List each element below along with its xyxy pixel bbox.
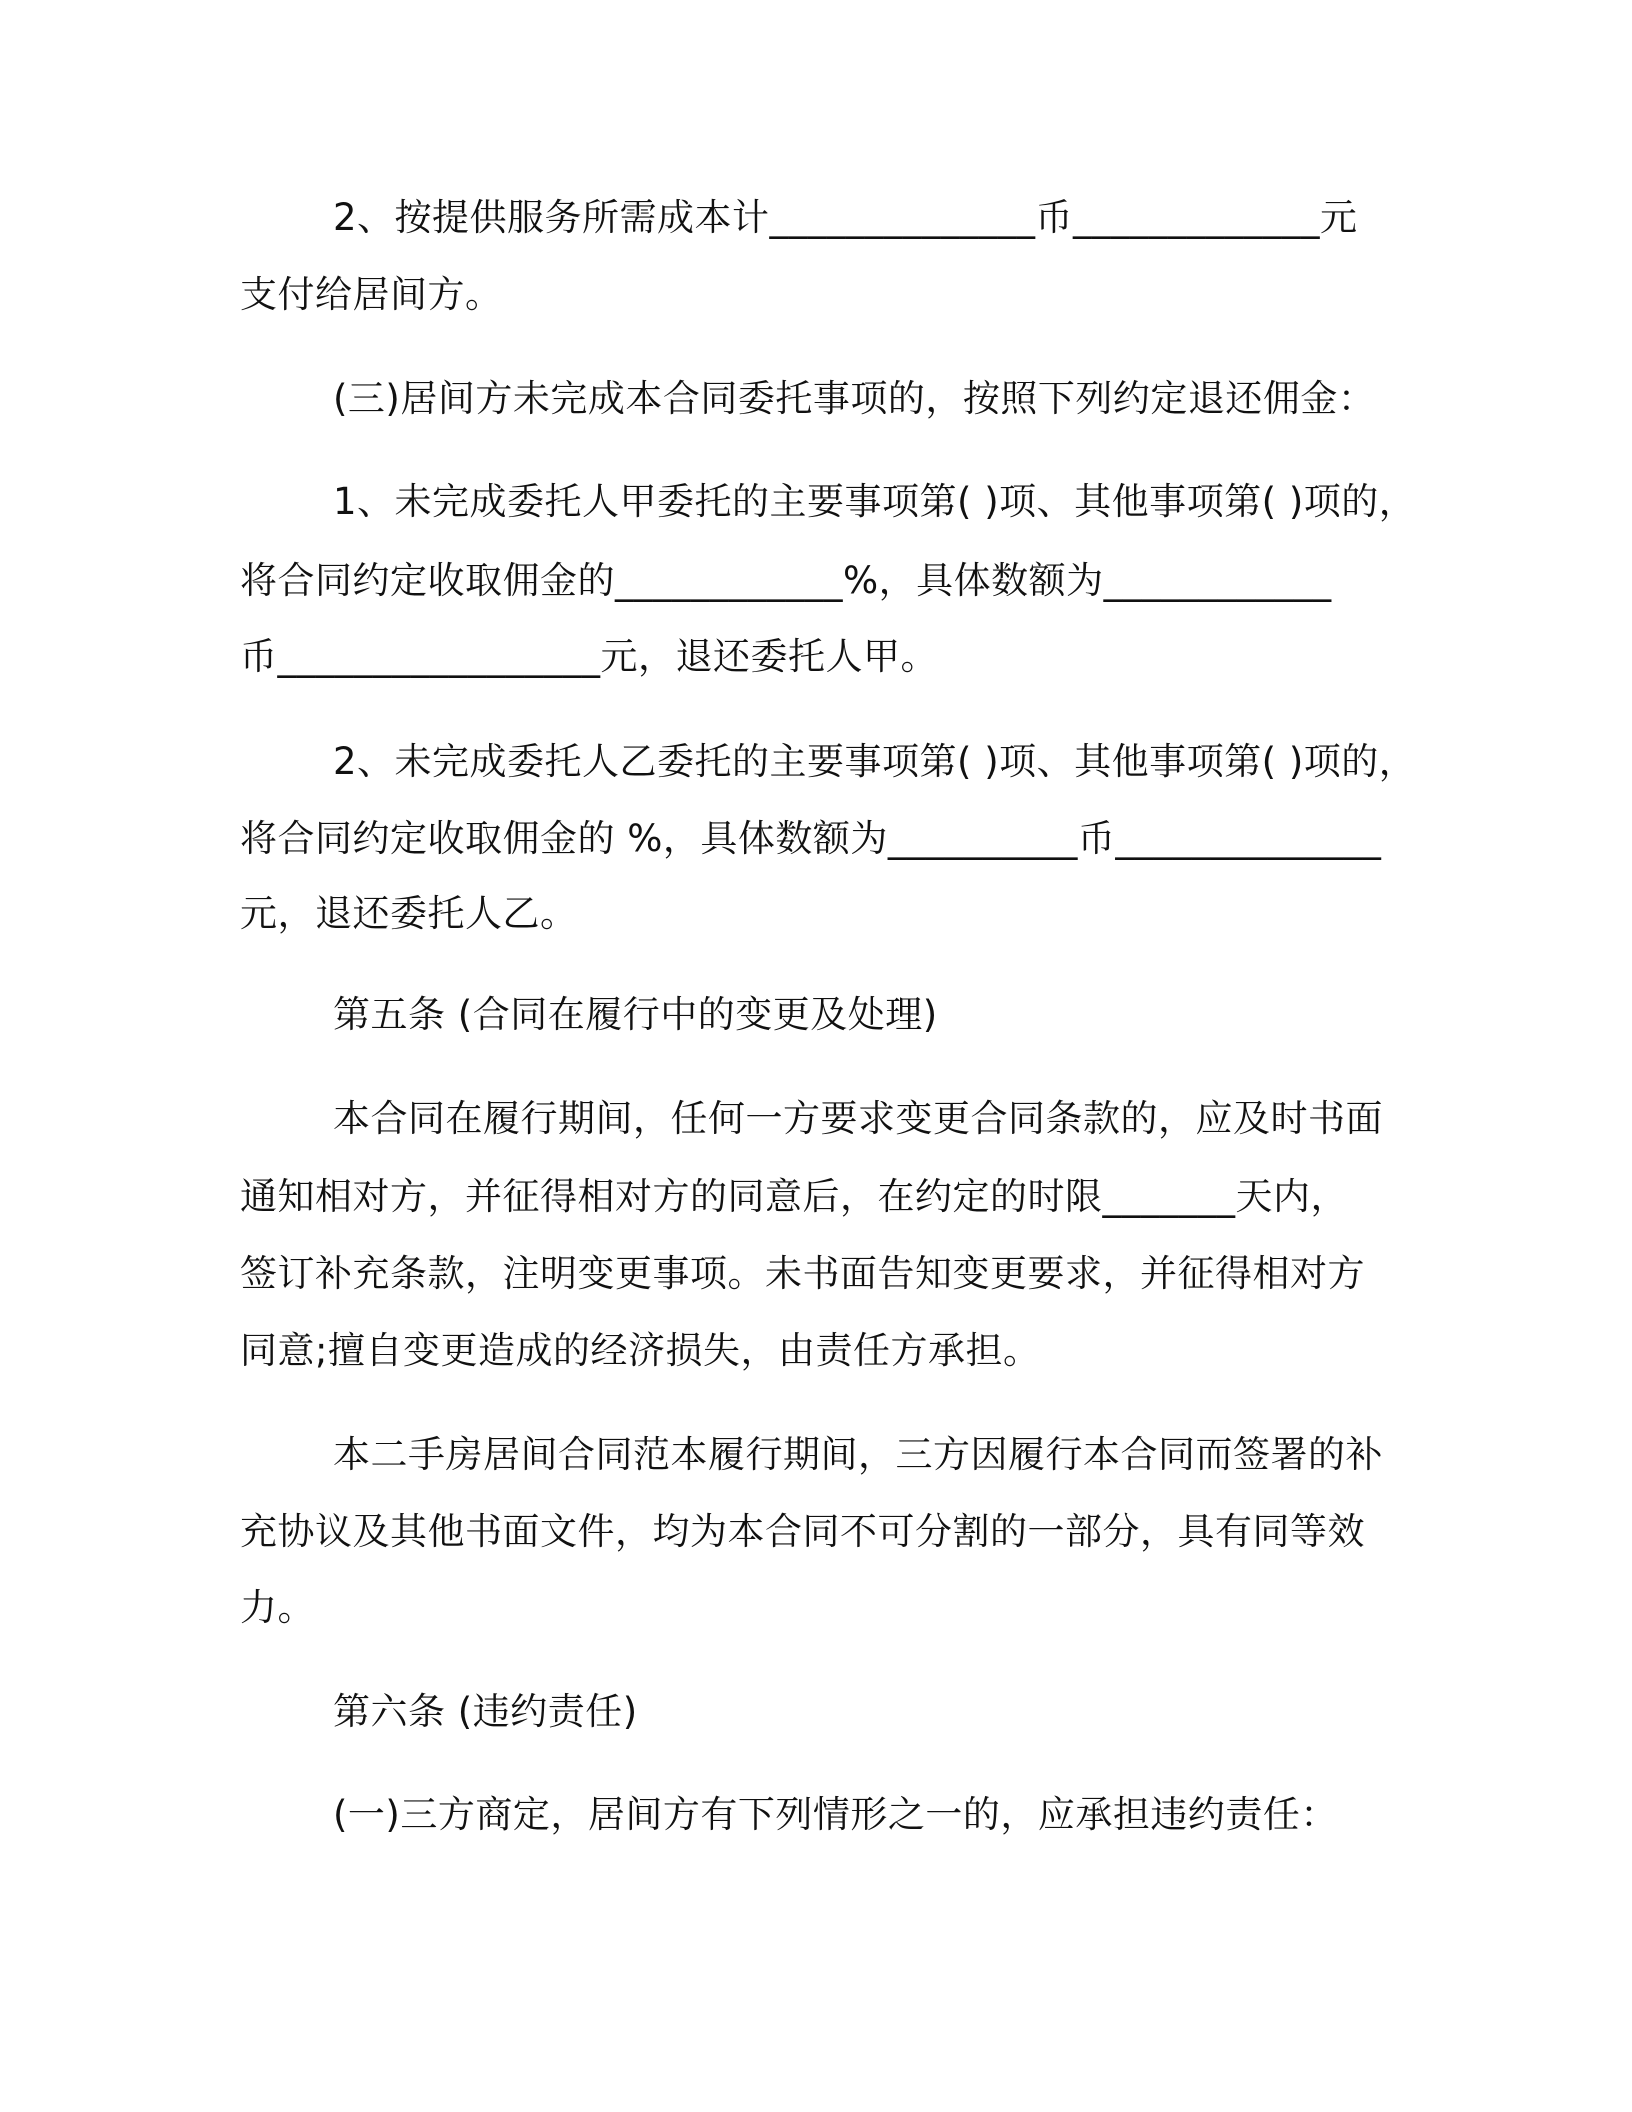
- article-5-paragraph-1-line-3: 签订补充条款，注明变更事项。未书面告知变更要求，并征得相对方: [240, 1252, 1365, 1295]
- clause-line-pay-to-broker: 支付给居间方。: [240, 273, 503, 316]
- clause-line-refund-b-percent: 将合同约定收取佣金的 %，具体数额为__________币______________: [240, 817, 1382, 860]
- clause-line-refund-a-amount: 币_________________元，退还委托人甲。: [240, 635, 938, 678]
- clause-line-refund-b-items: 2、未完成委托人乙委托的主要事项第( )项、其他事项第( )项的，: [333, 740, 1417, 783]
- clause-line-cost-payment: 2、按提供服务所需成本计______________币_____________元: [333, 196, 1358, 239]
- clause-line-refund-b-amount: 元，退还委托人乙。: [240, 892, 578, 935]
- clause-heading-refund: (三)居间方未完成本合同委托事项的，按照下列约定退还佣金：: [333, 377, 1376, 420]
- article-5-heading: 第五条 (合同在履行中的变更及处理): [333, 993, 938, 1036]
- article-5-paragraph-2-line-3: 力。: [240, 1586, 315, 1629]
- clause-line-refund-a-percent: 将合同约定收取佣金的____________%，具体数额为____________: [240, 559, 1332, 602]
- article-5-paragraph-2-line-2: 充协议及其他书面文件，均为本合同不可分割的一部分，具有同等效: [240, 1510, 1365, 1553]
- article-5-paragraph-1-line-4: 同意;擅自变更造成的经济损失，由责任方承担。: [240, 1329, 1041, 1372]
- article-5-paragraph-2-line-1: 本二手房居间合同范本履行期间，三方因履行本合同而签署的补: [333, 1433, 1383, 1476]
- clause-line-refund-a-items: 1、未完成委托人甲委托的主要事项第( )项、其他事项第( )项的，: [333, 480, 1417, 523]
- article-6-heading: 第六条 (违约责任): [333, 1690, 638, 1733]
- article-5-paragraph-1-line-2: 通知相对方，并征得相对方的同意后，在约定的时限_______天内，: [240, 1175, 1348, 1218]
- article-5-paragraph-1-line-1: 本合同在履行期间，任何一方要求变更合同条款的，应及时书面: [333, 1097, 1383, 1140]
- article-6-clause-1-heading: (一)三方商定，居间方有下列情形之一的，应承担违约责任：: [333, 1793, 1338, 1836]
